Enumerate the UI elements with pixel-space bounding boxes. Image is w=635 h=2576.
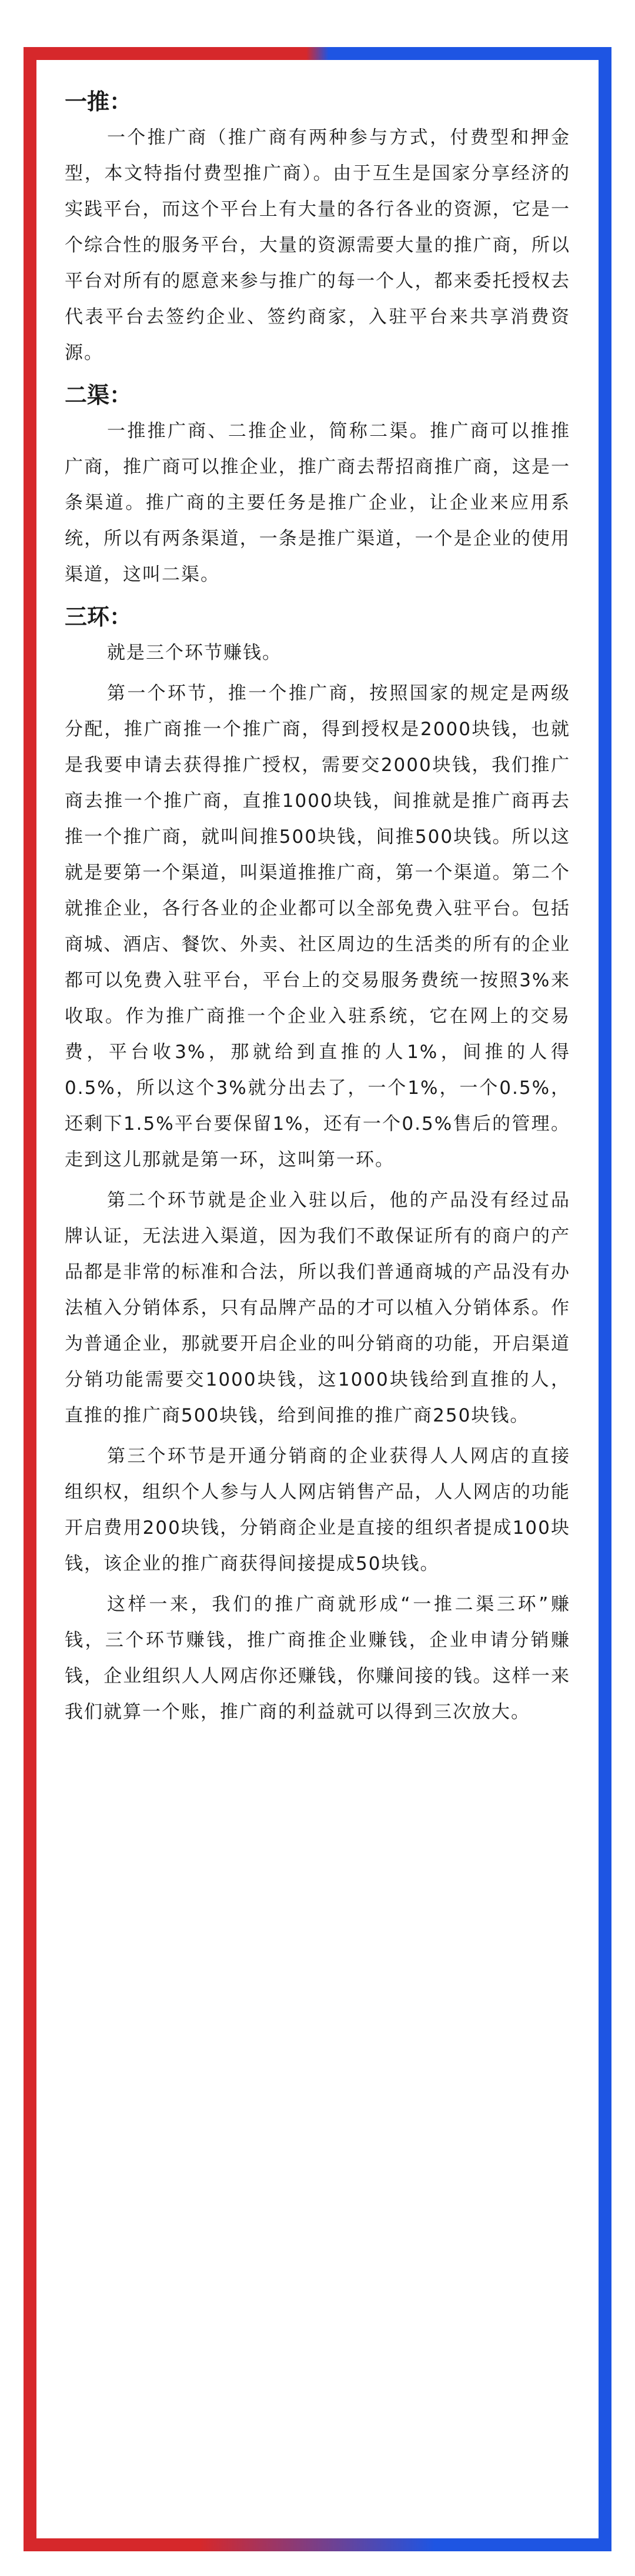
section-yitui xyxy=(65,84,570,371)
section-title: 二渠： xyxy=(65,382,132,408)
article-frame xyxy=(24,47,611,2551)
article-body xyxy=(65,84,570,1736)
paragraph: 这样一来，我们的推广商就形成“一推二渠三环”赚钱，三个环节赚钱，推广商推企业赚钱，企业申请分销赚钱，企业组织人人网店你还赚钱，你赚间接的钱。这样一来我们就算一个账，推广商的利益就可以得到三次放大。 xyxy=(65,1594,570,1723)
section-title: 三环： xyxy=(65,604,132,630)
paragraph: 一推推广商、二推企业，简称二渠。推广商可以推推广商，推广商可以推企业，推广商去帮招商推广商，这是一条渠道。推广商的主要任务是推广企业，让企业来应用系统，所以有两条渠道，一条是推广渠道，一个是企业的使用渠道，这叫二渠。 xyxy=(65,421,570,585)
section-erqu xyxy=(65,377,570,593)
paragraph: 一个推广商（推广商有两种参与方式，付费型和押金型，本文特指付费型推广商）。由于互生是国家分享经济的实践平台，而这个平台上有大量的各行各业的资源，它是一个综合性的服务平台，大量的资源需要大量的推广商，所以平台对所有的愿意来参与推广的每一个人，都来委托授权去代表平台去签约企业、签约商家，入驻平台来共享消费资源。 xyxy=(65,127,570,363)
paragraph: 第二个环节就是企业入驻以后，他的产品没有经过品牌认证，无法进入渠道，因为我们不敢保证所有的商户的产品都是非常的标准和合法，所以我们普通商城的产品没有办法植入分销体系，只有品牌产品的才可以植入分销体系。作为普通企业，那就要开启企业的叫分销商的功能，开启渠道分销功能需要交1000块钱，这1000块钱给到直推的人，直推的推广商500块钱，给到间推的推广商250块钱。 xyxy=(65,1190,570,1426)
section-sanhuan xyxy=(65,599,570,1730)
paragraph: 第三个环节是开通分销商的企业获得人人网店的直接组织权，组织个人参与人人网店销售产品，人人网店的功能开启费用200块钱，分销商企业是直接的组织者提成100块钱，该企业的推广商获得间接提成50块钱。 xyxy=(65,1446,570,1574)
paragraph: 第一个环节，推一个推广商，按照国家的规定是两级分配，推广商推一个推广商，得到授权是2000块钱，也就是我要申请去获得推广授权，需要交2000块钱，我们推广商去推一个推广商，直推1000块钱，间推就是推广商再去推一个推广商，就叫间推500块钱，间推500块钱。所以这就是要第一个渠道，叫渠道推推广商，第一个渠道。第二个就推企业，各行各业的企业都可以全部免费入驻平台。包括商城、酒店、餐饮、外卖、社区周边的生活类的所有的企业都可以免费入驻平台，平台上的交易服务费统一按照3%来收取。作为推广商推一个企业入驻系统，它在网上的交易费，平台收3%，那就给到直推的人1%，间推的人得0.5%，所以这个3%就分出去了，一个1%，一个0.5%，还剩下1.5%平台要保留1%，还有一个0.5%售后的管理。走到这儿那就是第一环，这叫第一环。 xyxy=(65,683,570,1170)
paragraph: 就是三个环节赚钱。 xyxy=(107,642,282,663)
section-title: 一推： xyxy=(65,89,132,115)
